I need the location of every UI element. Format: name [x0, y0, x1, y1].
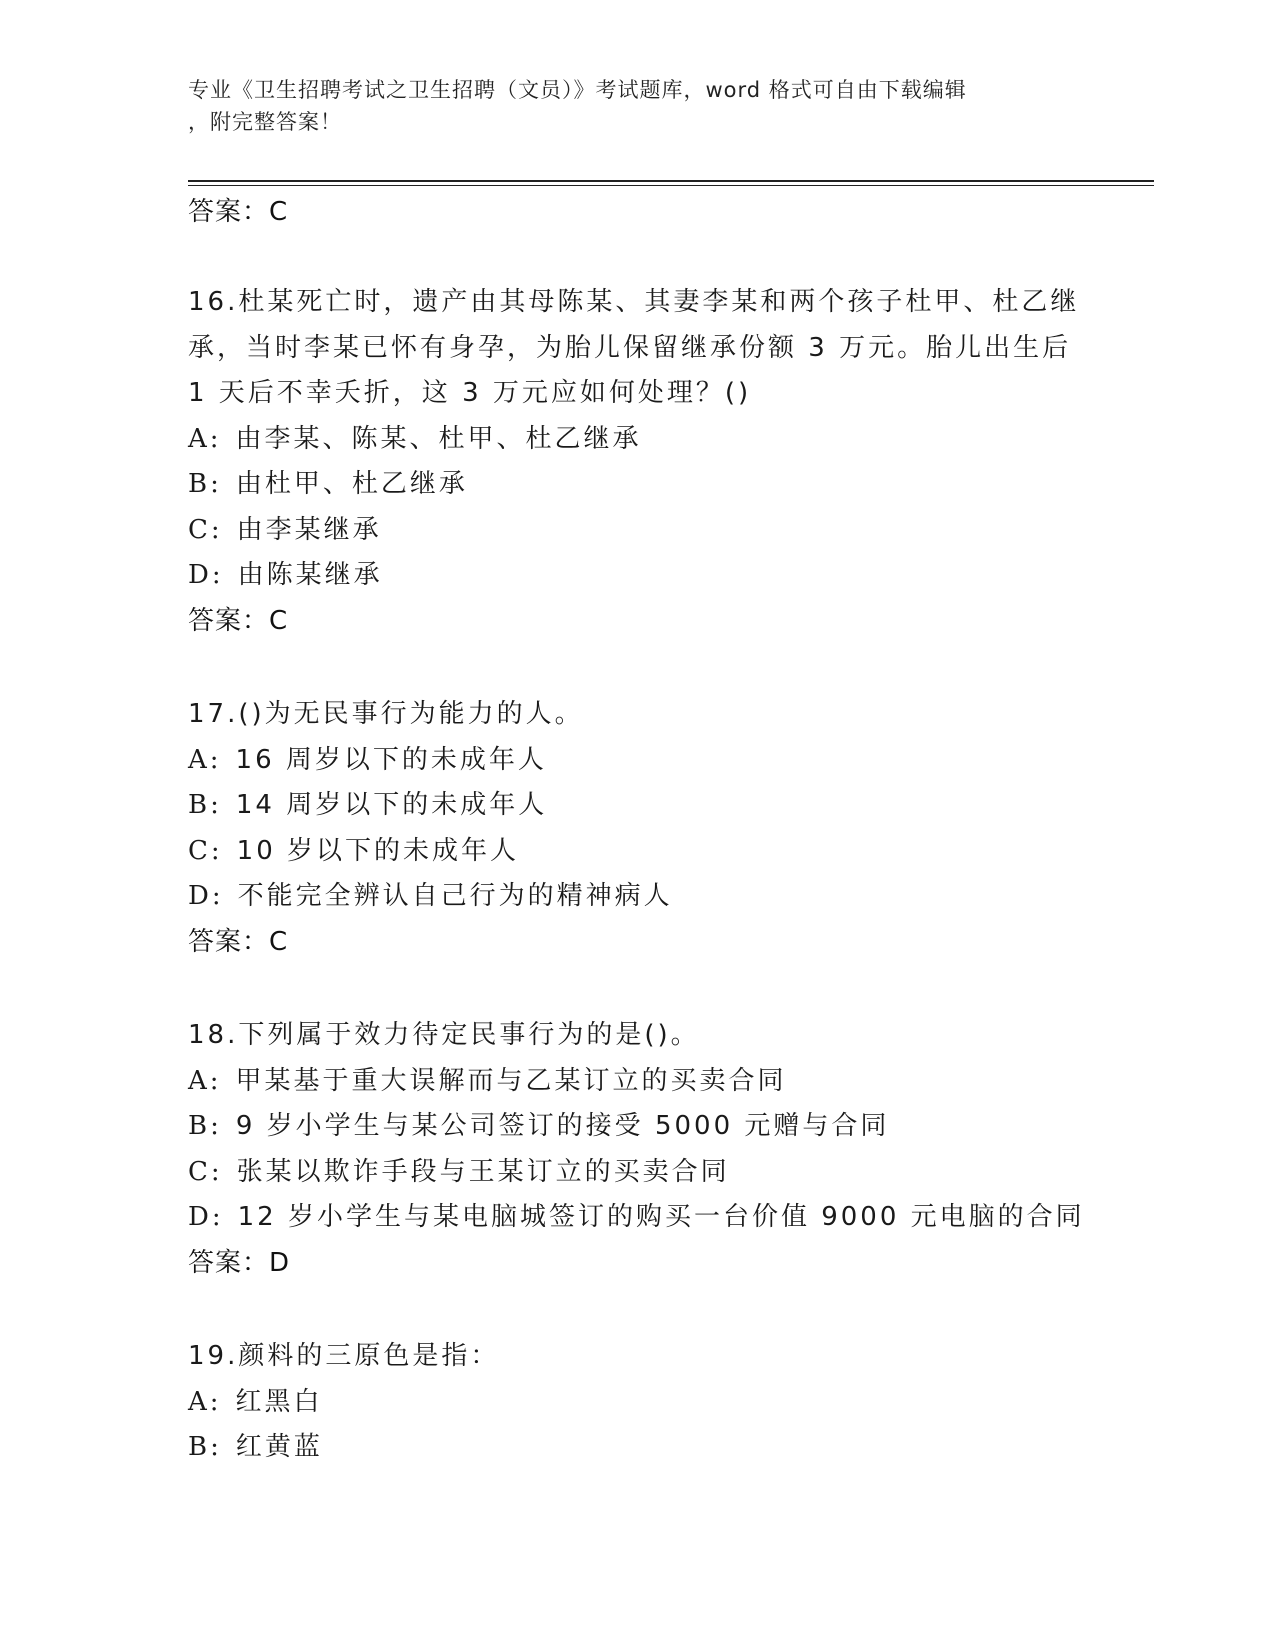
questions-container: [188, 280, 1154, 1471]
option-key: D:: [188, 560, 224, 590]
option-row: [188, 1195, 1154, 1241]
header-line-1: 专业《卫生招聘考试之卫生招聘（文员）》考试题库，word 格式可自由下载编辑: [188, 78, 967, 102]
option-row: [188, 1380, 1154, 1426]
option-row: [188, 1150, 1154, 1196]
option-row: [188, 829, 1154, 875]
option-text: 张某以欺诈手段与王某订立的买卖合同: [236, 1156, 730, 1187]
option-text: 红黑白: [235, 1386, 323, 1417]
question-block: [188, 280, 1154, 644]
option-text: 由李某、陈某、杜甲、杜乙继承: [235, 423, 642, 454]
question-block: [188, 1013, 1154, 1286]
option-key: B:: [188, 1432, 222, 1462]
option-text: 甲某基于重大误解而与乙某订立的买卖合同: [235, 1065, 787, 1096]
option-row: [188, 508, 1154, 554]
question-block: [188, 692, 1154, 965]
question-block: [188, 1334, 1154, 1471]
header-divider-thin: [188, 185, 1154, 186]
option-text: 由李某继承: [236, 514, 382, 545]
question-stem-line: 16.杜某死亡时，遗产由其母陈某、其妻李某和两个孩子杜甲、杜乙继: [188, 287, 1080, 317]
option-key: B:: [188, 1111, 222, 1141]
question-stem-line: 19.颜料的三原色是指：: [188, 1341, 500, 1371]
option-text: 不能完全辨认自己行为的精神病人: [237, 881, 673, 911]
option-key: C:: [188, 835, 223, 866]
option-key: A:: [188, 744, 222, 775]
document-header: [188, 74, 1088, 138]
option-text: 10 岁以下的未成年人: [236, 835, 520, 866]
option-key: A:: [188, 1386, 222, 1417]
option-text: 14 周岁以下的未成年人: [235, 790, 548, 820]
option-row: [188, 553, 1154, 599]
answer-line: 答案：C: [188, 926, 289, 957]
option-key: D:: [188, 881, 224, 911]
option-key: C:: [188, 514, 223, 545]
question-stem-line: 承，当时李某已怀有身孕，为胎儿保留继承份额 3 万元。胎儿出生后: [188, 332, 1072, 363]
option-key: D:: [188, 1202, 224, 1232]
answer-line: 答案：C: [188, 605, 289, 636]
option-row: [188, 417, 1154, 463]
option-row: [188, 738, 1154, 784]
option-key: C:: [188, 1156, 223, 1187]
option-text: 12 岁小学生与某电脑城签订的购买一台价值 9000 元电脑的合同: [237, 1202, 1085, 1232]
option-key: B:: [188, 469, 222, 499]
question-stem-line: 17.()为无民事行为能力的人。: [188, 699, 584, 729]
option-text: 由杜甲、杜乙继承: [235, 469, 468, 499]
option-text: 16 周岁以下的未成年人: [235, 744, 547, 775]
option-key: B:: [188, 790, 222, 820]
option-row: [188, 783, 1154, 829]
option-row: [188, 874, 1154, 920]
answer-line: 答案：D: [188, 1247, 291, 1278]
option-row: [188, 1059, 1154, 1105]
option-key: A:: [188, 423, 222, 454]
question-stem-line: 18.下列属于效力待定民事行为的是()。: [188, 1020, 700, 1050]
question-list: [188, 192, 1154, 1471]
option-text: 红黄蓝: [235, 1432, 323, 1462]
option-text: 由陈某继承: [237, 560, 383, 590]
previous-answer: 答案：C: [188, 197, 289, 227]
option-text: 9 岁小学生与某公司签订的接受 5000 元赠与合同: [235, 1111, 890, 1141]
option-row: [188, 1425, 1154, 1471]
option-key: A:: [188, 1065, 222, 1096]
header-line-2: ，附完整答案！: [188, 110, 342, 134]
header-divider-thick: [188, 180, 1154, 182]
option-row: [188, 1104, 1154, 1150]
option-row: [188, 462, 1154, 508]
question-stem-line: 1 天后不幸夭折，这 3 万元应如何处理？(): [188, 378, 752, 408]
